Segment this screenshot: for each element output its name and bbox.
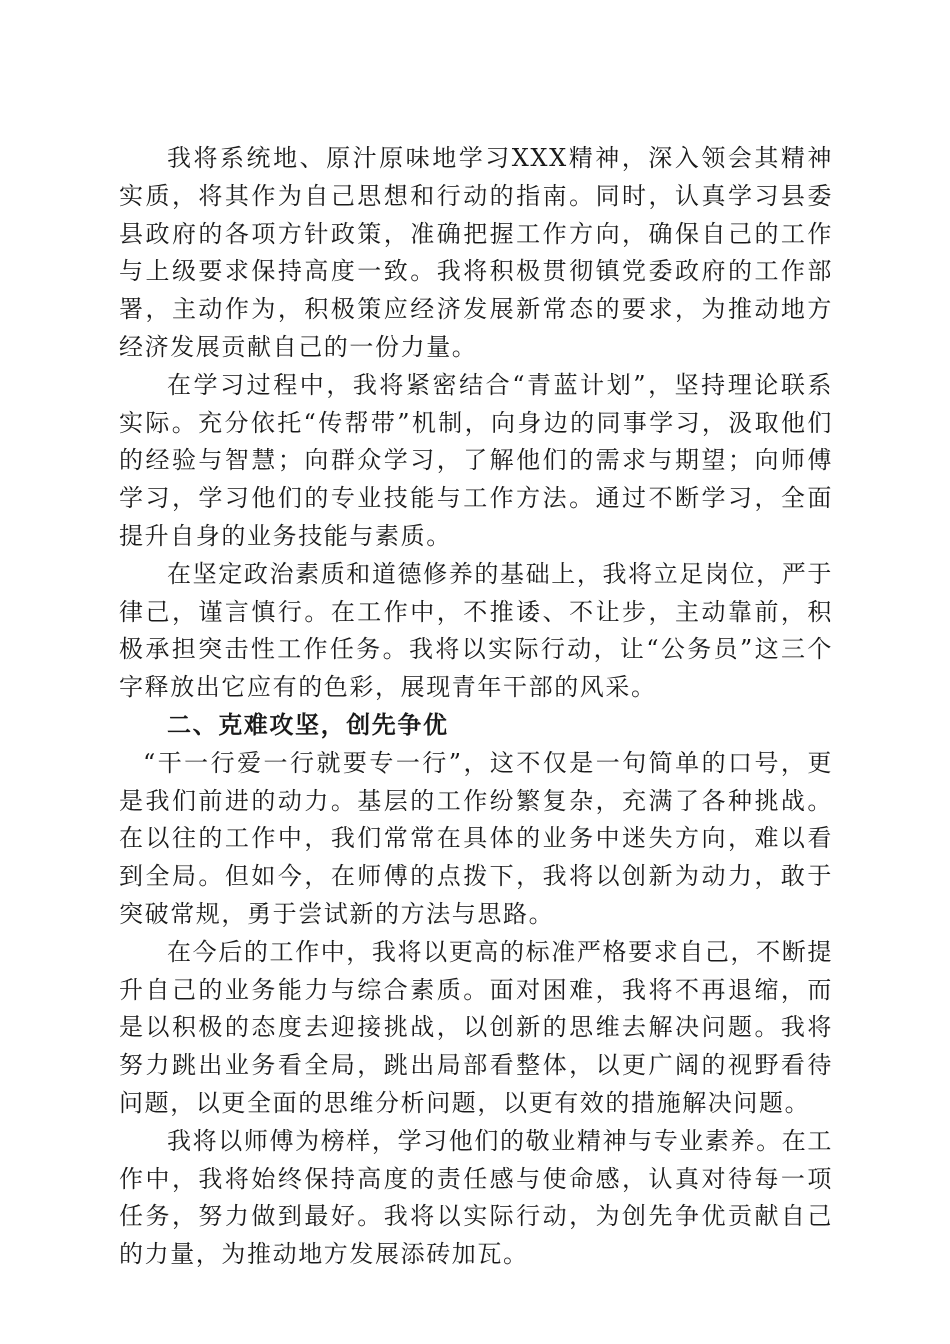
document-body [119,140,833,1274]
paragraph-political-quality: 在坚定政治素质和道德修养的基础上，我将立足岗位，严于律己，谨言慎行。在工作中，不推诿、不让步，主动靠前，积极承担突击性工作任务。我将以实际行动，让“公务员”这三个字释放出它应有的色彩，展现青年干部的风采。 [119,559,833,702]
paragraph-future-work: 在今后的工作中，我将以更高的标准严格要求自己，不断提升自己的业务能力与综合素质。面对困难，我将不再退缩，而是以积极的态度去迎接挑战，以创新的思维去解决问题。我将努力跳出业务看全局，跳出局部看整体，以更广阔的视野看待问题，以更全面的思维分析问题，以更有效的措施解决问题。 [119,937,833,1117]
paragraph-dedication: “干一行爱一行就要专一行”，这不仅是一句简单的口号，更是我们前进的动力。基层的工作纷繁复杂，充满了各种挑战。在以往的工作中，我们常常在具体的业务中迷失方向，难以看到全局。但如今，在师傅的点拨下，我将以创新为动力，敢于突破常规，勇于尝试新的方法与思路。 [119,748,833,928]
paragraph-study-spirit: 我将系统地、原汁原味地学习XXX精神，深入领会其精神实质，将其作为自己思想和行动的指南。同时，认真学习县委县政府的各项方针政策，准确把握工作方向，确保自己的工作与上级要求保持高度一致。我将积极贯彻镇党委政府的工作部署，主动作为，积极策应经济发展新常态的要求，为推动地方经济发展贡献自己的一份力量。 [119,144,833,361]
section-heading-2: 二、克难攻坚，创先争优 [167,710,449,739]
paragraph-role-model: 我将以师傅为榜样，学习他们的敬业精神与专业素养。在工作中，我将始终保持高度的责任感与使命感，认真对待每一项任务，努力做到最好。我将以实际行动，为创先争优贡献自己的力量，为推动地方发展添砖加瓦。 [119,1126,833,1269]
paragraph-learning-process: 在学习过程中，我将紧密结合“青蓝计划”，坚持理论联系实际。充分依托“传帮带”机制，向身边的同事学习，汲取他们的经验与智慧；向群众学习，了解他们的需求与期望；向师傅学习，学习他们的专业技能与工作方法。通过不断学习，全面提升自身的业务技能与素质。 [119,370,833,550]
